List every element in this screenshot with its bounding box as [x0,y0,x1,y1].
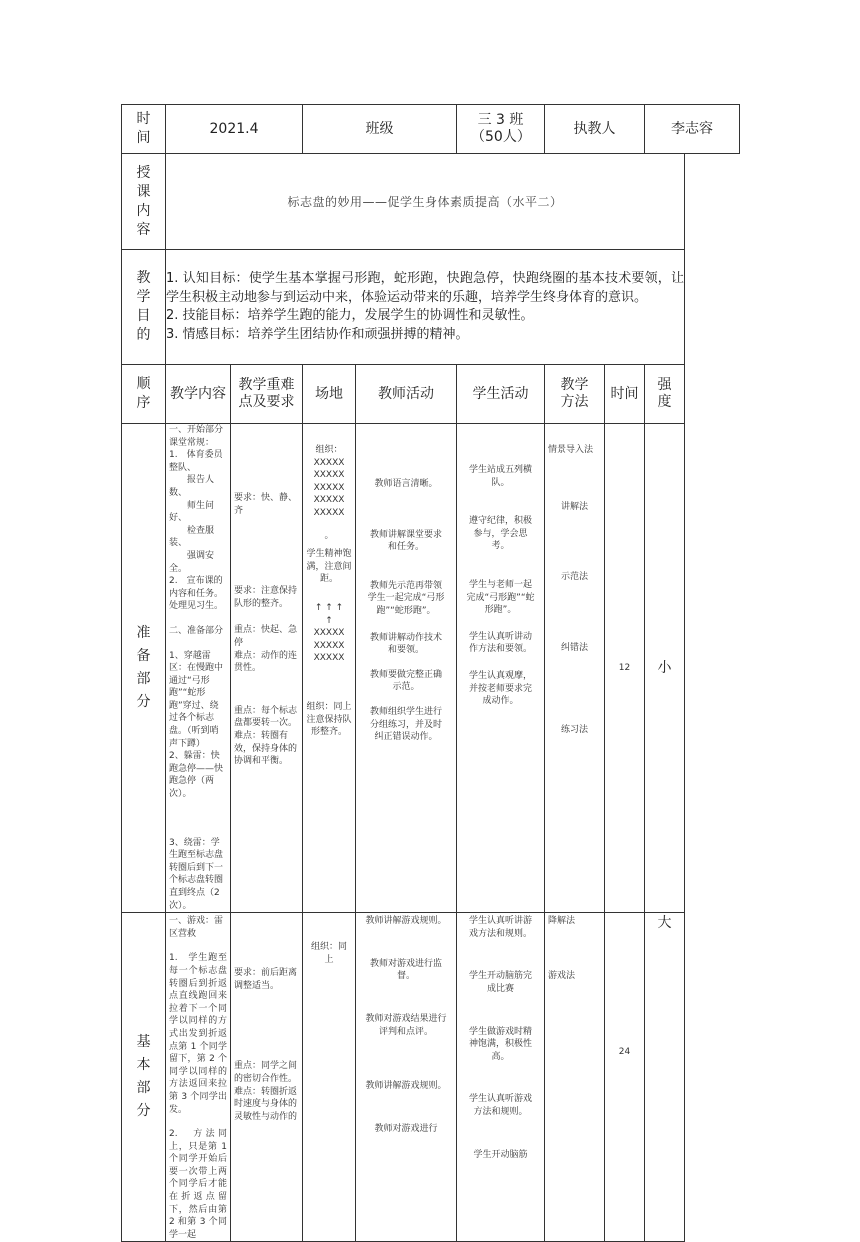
basic-method [545,913,605,1242]
basic-student-2: 学生开动脑筋完成比赛 [468,971,532,994]
basic-label: 基本部分 [122,913,166,1242]
col-intensity: 强度 [645,365,685,424]
prep-content-warmup-1: 1、穿越雷区：在慢跑中通过“弓形跑”“蛇形跑”穿过、绕过各个标志盘。（听到哨声下蹲） 2、躲雷：快跑急停——快跑急停（两次）。 [169,650,224,800]
content-row [122,154,740,250]
col-content: 教学内容 [166,365,231,424]
basic-student [457,913,545,1242]
prep-key-3: 重点：快起、急停 难点：动作的连贯性。 [234,625,298,674]
prep-key-2: 要求：注意保持队形的整齐。 [234,586,298,609]
basic-row [122,913,740,1242]
prep-student [457,424,545,913]
col-keypoints: 教学重难点及要求 [231,365,303,424]
header-row [122,105,740,154]
prep-student-3: 学生与老师一起完成“弓形跑”“蛇形跑”。 [466,579,535,616]
basic-teacher [356,913,457,1242]
prep-venue [303,424,356,913]
prep-venue-dot: 。 [324,530,334,541]
teacher-value: 李志容 [645,105,740,154]
teacher-label: 执教人 [545,105,645,154]
prep-method-1: 情景导入法 [548,445,594,455]
col-teacher: 教师活动 [356,365,457,424]
goal-item: 2. 技能目标：培养学生跑的能力，发展学生的协调性和灵敏性。 [166,308,534,323]
lesson-plan-table [121,104,740,1242]
prep-content-start: 一、开始部分 课堂常规： 1. 体育委员整队、 报告人数、 师生问好、 检查服装、 强调安全。 2. 宣布课的内容和任务。处理见习生。 [169,425,224,612]
prep-student-1: 学生站成五列横队。 [468,465,532,488]
prep-student-4: 学生认真听讲动作方法和要领。 [468,631,532,655]
basic-content-2: 2. 方法同上，只是第 1 个同学开始后要一次带上两个同学后才能在折返点留下，然后由第 2 和第 3 个同学一起 [169,1129,227,1240]
prep-student-2: 遵守纪律，积极参与，学会思考。 [468,516,532,552]
basic-key-2: 重点：同学之间的密切合作性。 难点：转圈折返时速度与身体的灵敏性与动作的 [234,1061,298,1122]
basic-teacher-1: 教师讲解游戏规则。 [365,916,447,927]
basic-time: 24 [605,913,645,1242]
prep-teacher [356,424,457,913]
col-student: 学生活动 [457,365,545,424]
goals-label: 教学目的 [122,250,166,365]
time-value: 2021.4 [166,105,303,154]
col-method: 教学方法 [545,365,605,424]
prep-method-3: 示范法 [560,572,588,583]
prep-content-warmup-title: 二、准备部分 [169,625,224,636]
basic-teacher-3: 教师对游戏结果进行评判和点评。 [365,1013,447,1037]
basic-content [166,913,231,1242]
content-label: 授课内容 [122,154,166,250]
prep-keypoints [231,424,303,913]
prep-content [166,424,231,913]
prep-venue-formation: 组织： XXXXX XXXXX XXXXX XXXXX XXXXX [313,445,345,518]
prep-teacher-4: 教师讲解动作技术和要领。 [369,632,442,656]
column-header-row [122,365,740,424]
goals-list [166,250,685,365]
basic-content-1: 1. 学生跑至每一个标志盘转圈后到折返点直线跑回来拉着下一个同学以同样的方式出发到折返点第 1 个同学留下，第 2 个同学以同样的方法返回来拉第 3 个同学出发。 [169,953,227,1115]
prep-teacher-5: 教师要做完整正确示范。 [369,669,442,693]
prep-key-1: 要求：快、静、齐 [234,493,298,516]
basic-teacher-5: 教师对游戏进行 [374,1123,438,1134]
basic-key-1: 要求：前后距离调整适当。 [234,968,298,991]
prep-method-5: 练习法 [560,725,588,736]
col-time: 时间 [605,365,645,424]
prep-row [122,424,740,913]
prep-label: 准备部分 [122,424,166,913]
basic-student-1: 学生认真听讲游戏方法和规则。 [468,916,532,939]
prep-key-4: 重点：每个标志盘都要转一次。 难点：转圈有效，保持身体的协调和平衡。 [234,705,298,767]
goal-item: 3. 情感目标：培养学生团结协作和顽强拼搏的精神。 [166,326,469,342]
prep-teacher-1: 教师语言清晰。 [374,479,438,489]
prep-time: 12 [605,424,645,913]
content-value: 标志盘的妙用——促学生身体素质提高（水平二） [166,154,685,250]
goal-item: 1. 认知目标：使学生基本掌握弓形跑，蛇形跑，快跑急停，快跑绕圈的基本技术要领，让学生积极主动地参与到运动中来，体验运动带来的乐趣，培养学生终身体育的意识。 [166,271,684,305]
basic-teacher-4: 教师讲解游戏规则。 [365,1081,447,1092]
prep-intensity: 小 [645,424,685,913]
prep-content-warmup-3: 3、绕雷：学生跑至标志盘转圈后到下一个标志盘转圈直到终点（2 次）。 [169,837,224,911]
prep-teacher-6: 教师组织学生进行分组练习，并及时纠正错误动作。 [369,706,442,743]
basic-keypoints [231,913,303,1242]
prep-venue-org: 组织：同上 注意保持队形整齐。 [306,701,352,738]
basic-content-title: 一、游戏：雷区营救 [169,916,224,939]
prep-method [545,424,605,913]
col-venue: 场地 [303,365,356,424]
basic-method-2: 游戏法 [548,970,576,981]
basic-student-4: 学生认真听游戏方法和规则。 [468,1094,532,1117]
basic-teacher-2: 教师对游戏进行监督。 [369,958,442,982]
col-order: 顺序 [122,365,166,424]
class-value: 三 3 班（50人） [457,105,545,154]
class-label: 班级 [303,105,457,154]
basic-method-1: 降解法 [548,916,576,927]
prep-method-4: 纠错法 [560,642,588,653]
prep-venue-note: 学生精神饱满，注意间距。 [306,549,352,585]
basic-venue: 组织：同上 [303,913,356,1242]
basic-student-5: 学生开动脑筋 [473,1149,528,1160]
prep-student-5: 学生认真观摩，并按老师要求完成动作。 [468,670,532,707]
basic-intensity: 大 [645,913,685,1242]
prep-teacher-2: 教师讲解课堂要求和任务。 [369,529,442,553]
prep-venue-arrows: ↑ ↑ ↑ ↑ XXXXX XXXXX XXXXX [313,602,345,664]
prep-teacher-3: 教师先示范再带领学生一起完成“弓形跑”“蛇形跑”。 [367,580,445,616]
prep-method-2: 讲解法 [560,501,588,512]
time-label: 时间 [122,105,166,154]
basic-student-3: 学生做游戏时精神饱满，积极性高。 [468,1026,532,1062]
goals-row [122,250,740,365]
